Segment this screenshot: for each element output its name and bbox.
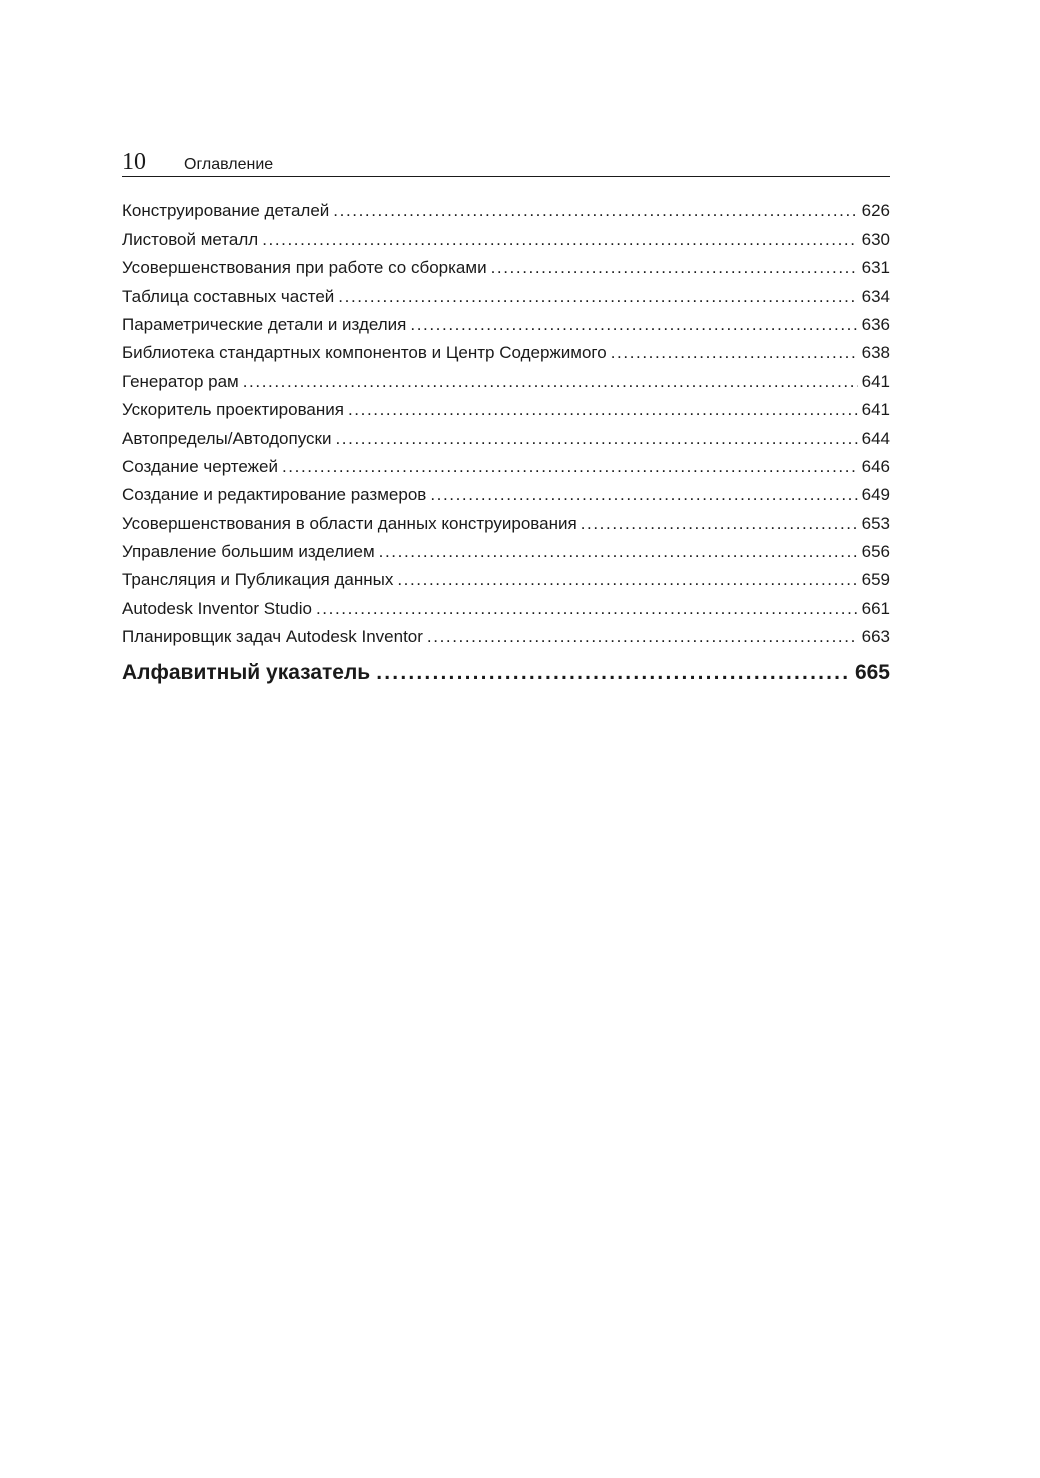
- toc-entry-page: 653: [861, 513, 890, 533]
- toc-entry-title: Autodesk Inventor Studio: [122, 598, 312, 618]
- toc-entry-page: 656: [861, 542, 890, 562]
- toc-entry[interactable]: [122, 221, 890, 249]
- toc-index-title: Алфавитный указатель: [122, 661, 371, 685]
- toc-dot-leader: [282, 457, 858, 477]
- toc-dot-leader: [430, 485, 857, 505]
- toc-entry-page: 663: [861, 627, 890, 647]
- toc-entry[interactable]: [122, 307, 890, 335]
- toc-entry-title: Создание чертежей: [122, 456, 278, 476]
- toc-dot-leader: [348, 400, 858, 420]
- toc-entry[interactable]: [122, 449, 890, 477]
- toc-entry-title: Автопределы/Автодопуски: [122, 428, 332, 448]
- toc-entry[interactable]: [122, 420, 890, 448]
- toc-entry[interactable]: [122, 193, 890, 221]
- toc-entry-page: 646: [861, 456, 890, 476]
- toc-dot-leader: [316, 599, 858, 619]
- toc-index-entry[interactable]: [122, 649, 890, 685]
- toc-entry[interactable]: [122, 392, 890, 420]
- toc-entry-title: Параметрические детали и изделия: [122, 314, 407, 334]
- toc-entry-page: 636: [861, 314, 890, 334]
- toc-index-page: 665: [854, 661, 890, 685]
- toc-dot-leader: [379, 542, 858, 562]
- toc-entry-title: Усовершенствования при работе со сборками: [122, 258, 487, 278]
- toc-entry-page: 634: [861, 286, 890, 306]
- running-header: [122, 146, 890, 177]
- toc-dot-leader: [262, 230, 857, 250]
- toc-entry-page: 630: [861, 229, 890, 249]
- toc-entry[interactable]: [122, 363, 890, 391]
- toc-entry[interactable]: [122, 534, 890, 562]
- toc-entry-title: Конструирование деталей: [122, 201, 330, 221]
- toc-dot-leader: [611, 343, 858, 363]
- toc-dot-leader: [397, 570, 857, 590]
- toc-entry-title: Листовой металл: [122, 229, 259, 249]
- toc-dot-leader: [333, 201, 857, 221]
- toc-entry-page: 638: [861, 343, 890, 363]
- toc-entry-title: Создание и редактирование размеров: [122, 485, 427, 505]
- toc-entry[interactable]: [122, 590, 890, 618]
- toc-entry[interactable]: [122, 250, 890, 278]
- toc-dot-leader: [376, 661, 849, 685]
- toc-entry[interactable]: [122, 477, 890, 505]
- toc-entry-page: 659: [861, 570, 890, 590]
- toc-entry-title: Генератор рам: [122, 371, 239, 391]
- toc-entry-title: Библиотека стандартных компонентов и Центр Содержимого: [122, 343, 607, 363]
- toc-entry-page: 631: [861, 258, 890, 278]
- running-title: Оглавление: [184, 156, 274, 173]
- toc-entry-page: 661: [861, 598, 890, 618]
- toc-entry-title: Таблица составных частей: [122, 286, 335, 306]
- toc-entry[interactable]: [122, 278, 890, 306]
- toc-dot-leader: [338, 287, 857, 307]
- toc-dot-leader: [491, 258, 858, 278]
- toc-dot-leader: [581, 514, 858, 534]
- toc-entry-title: Управление большим изделием: [122, 542, 375, 562]
- toc-dot-leader: [410, 315, 857, 335]
- toc-entry[interactable]: [122, 619, 890, 647]
- toc-entry-page: 641: [861, 371, 890, 391]
- toc-entry[interactable]: [122, 505, 890, 533]
- toc-entry-page: 649: [861, 485, 890, 505]
- toc-dot-leader: [243, 372, 858, 392]
- toc-entry-page: 641: [861, 400, 890, 420]
- toc-entry[interactable]: [122, 562, 890, 590]
- page-number: 10: [122, 149, 146, 175]
- toc-entry[interactable]: [122, 335, 890, 363]
- toc-entry-page: 626: [861, 201, 890, 221]
- table-of-contents: [122, 193, 890, 685]
- toc-entry-title: Ускоритель проектирования: [122, 400, 344, 420]
- toc-entry-title: Трансляция и Публикация данных: [122, 570, 394, 590]
- toc-entry-page: 644: [861, 428, 890, 448]
- toc-dot-leader: [335, 429, 857, 449]
- toc-entry-title: Усовершенствования в области данных конструирования: [122, 513, 577, 533]
- toc-dot-leader: [427, 627, 858, 647]
- toc-entry-title: Планировщик задач Autodesk Inventor: [122, 627, 423, 647]
